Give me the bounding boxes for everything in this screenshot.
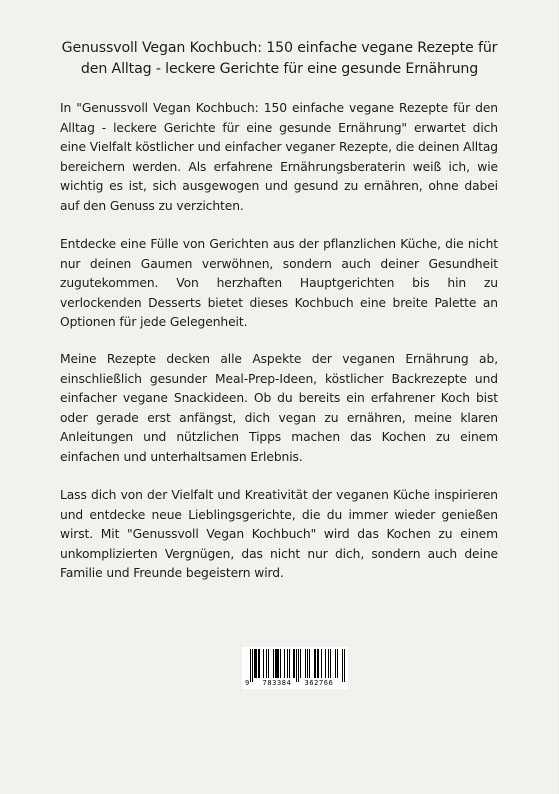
book-title-line-2: den Alltag - leckere Gerichte für eine gesunde Ernährung bbox=[80, 61, 479, 77]
description-paragraph-2: Entdecke eine Fülle von Gerichten aus der pflanzlichen Küche, die nicht nur deinen Gaumen verwöhnen, sondern auch deiner Gesundheit zugutekommen. Von herzhaften Hauptgerichten bis hin zu verlockenden Desserts bietet dieses Kochbuch eine breite Palette an Optionen für jede Gelegenheit. bbox=[60, 237, 498, 330]
barcode-bar-30 bbox=[318, 649, 319, 678]
barcode-bar-6 bbox=[259, 649, 260, 678]
barcode-bar-35 bbox=[335, 649, 336, 678]
book-title-line-1: Genussvoll Vegan Kochbuch: 150 einfache vegane Rezepte für bbox=[61, 40, 498, 56]
book-title bbox=[40, 38, 519, 80]
barcode-digits bbox=[242, 678, 348, 688]
barcode-bar-31 bbox=[321, 649, 322, 678]
barcode-bar-34 bbox=[330, 649, 331, 678]
barcode-bar-17 bbox=[287, 649, 288, 678]
isbn-barcode bbox=[242, 647, 348, 689]
barcode-bar-14 bbox=[278, 649, 279, 678]
barcode-bar-23 bbox=[300, 649, 301, 678]
barcode-bar-26 bbox=[309, 649, 310, 678]
barcode-bar-11 bbox=[275, 649, 276, 678]
description-paragraph-1: In "Genussvoll Vegan Kochbuch: 150 einfache vegane Rezepte für den Alltag - leckere Gerichte für eine gesunde Ernährung" erwartet dich eine Vielfalt köstlicher und einfacher veganer Rezepte, die deinen Alltag bereichern werden. Als erfahrene Ernährungsberaterin weiß ich, wie wichtig es ist, sich ausgewogen und gesund zu ernähren, ohne dabei auf den Genuss zu verzichten. bbox=[60, 101, 498, 213]
barcode-digit-first: 9 bbox=[245, 679, 250, 687]
barcode-bar-8 bbox=[266, 649, 267, 678]
barcode-bar-12 bbox=[276, 649, 277, 678]
barcode-bar-24 bbox=[305, 649, 306, 678]
barcode-bar-27 bbox=[314, 649, 315, 678]
barcode-bar-19 bbox=[293, 649, 294, 678]
barcode-group-left: 783384 bbox=[262, 679, 292, 687]
barcode-bar-10 bbox=[273, 649, 274, 678]
barcode-bar-25 bbox=[307, 649, 308, 678]
barcode-bar-33 bbox=[328, 649, 329, 678]
description-paragraph-4: Lass dich von der Vielfalt und Kreativität der veganen Küche inspirieren und entdecke neue Lieblingsgerichte, die du immer wieder genießen wirst. Mit "Genussvoll Vegan Kochbuch" wird das Kochen zu einem unkomplizierten Vergnügen, das nicht nur dich, sondern auch deine Familie und Freunde begeistern wird. bbox=[60, 488, 498, 581]
description-paragraph-3: Meine Rezepte decken alle Aspekte der veganen Ernährung ab, einschließlich gesunder Meal-Prep-Ideen, köstlicher Backrezepte und einfacher vegane Snackideen. Ob du bereits ein erfahrener Koch bist oder gerade erst anfängst, dich vegan zu ernähren, meine klaren Anleitungen und nützlichen Tipps machen das Kochen zu einem einfachen und unterhaltsamen Erlebnis. bbox=[60, 352, 498, 464]
barcode-bar-18 bbox=[289, 649, 290, 678]
barcode-bar-5 bbox=[258, 649, 259, 678]
barcode-bar-29 bbox=[317, 649, 318, 678]
barcode-bar-7 bbox=[263, 649, 264, 678]
barcode-bar-13 bbox=[277, 649, 278, 678]
barcode-bar-2 bbox=[254, 649, 255, 678]
barcode-bar-3 bbox=[255, 649, 256, 678]
barcode-bar-28 bbox=[315, 649, 316, 678]
barcode-group-right: 362766 bbox=[304, 679, 334, 687]
barcode-bar-15 bbox=[280, 649, 281, 678]
barcode-bar-36 bbox=[337, 649, 338, 678]
barcode-bar-4 bbox=[256, 649, 257, 678]
barcode-bar-16 bbox=[284, 649, 285, 678]
barcode-bar-20 bbox=[294, 649, 295, 678]
barcode-bar-32 bbox=[325, 649, 326, 678]
barcode-bar-9 bbox=[268, 649, 269, 678]
